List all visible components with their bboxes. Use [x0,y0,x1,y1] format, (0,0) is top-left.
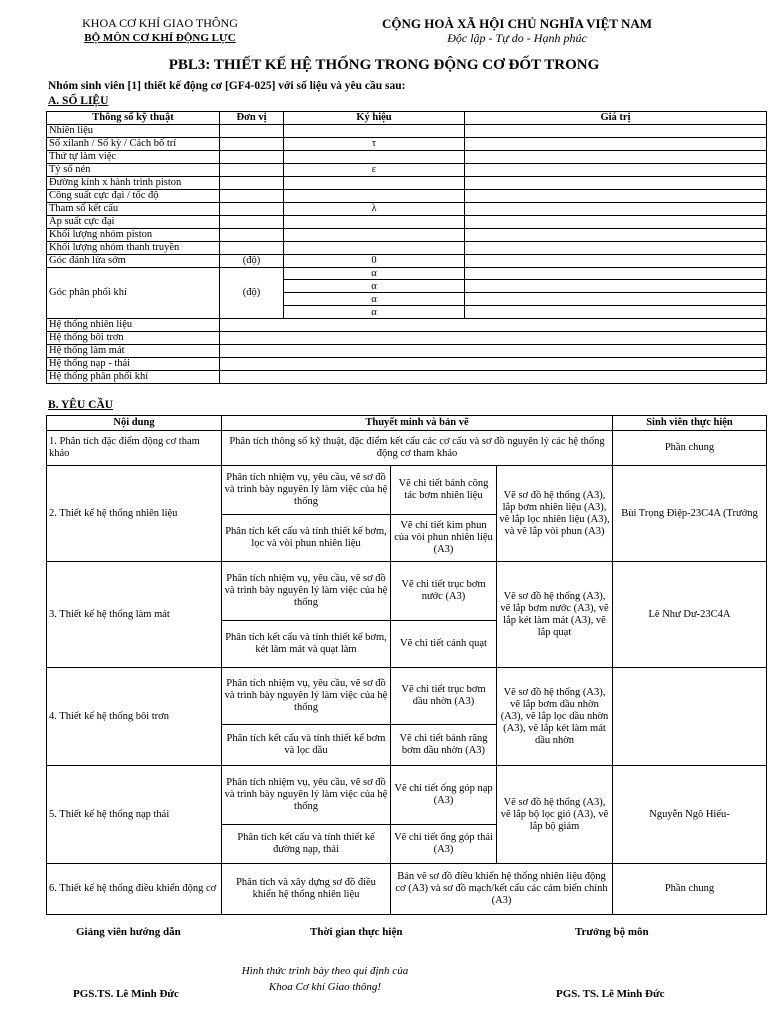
spec-value [465,190,767,203]
system-row [47,332,767,345]
system-row [47,371,767,384]
spec-value [465,293,767,306]
req-content: 6. Thiết kế hệ thống điều khiển động cơ [47,864,222,915]
section-b-heading: B. YÊU CẦU [48,399,114,411]
spec-param: Nhiên liệu [47,125,220,138]
spec-row [47,164,767,177]
note-line-1: Hình thức trình bày theo qui định của [241,965,409,977]
spec-header-row [47,112,767,125]
spec-symbol [284,190,465,203]
spec-value [465,242,767,255]
req-content: 2. Thiết kế hệ thống nhiên liệu [47,466,222,562]
spec-symbol [284,229,465,242]
spec-unit [220,151,284,164]
spec-param: Tỷ số nén [47,164,220,177]
spec-unit: (độ) [220,255,284,268]
req-drawing: Vẽ chi tiết trục bơm nước (A3) [391,562,497,621]
req-drawing: Vẽ chi tiết trục bơm dầu nhờn (A3) [391,668,497,725]
req-analysis: Phân tích nhiệm vụ, yêu cầu, vẽ sơ đồ và trình bày nguyên lý làm việc của hệ thống [222,466,391,515]
req-drawing: Vẽ chi tiết kim phun của vòi phun nhiên liệu (A3) [391,515,497,562]
spec-row [47,229,767,242]
national-header [352,16,682,46]
spec-unit [220,216,284,229]
footer-supervisor-label: Giảng viên hướng dẫn [76,926,181,938]
system-value [220,319,767,332]
document-title: PBL3: THIẾT KẾ HỆ THỐNG TRONG ĐỘNG CƠ ĐỐT TRONG [168,57,600,73]
req-row-1 [47,431,767,466]
spec-symbol [284,151,465,164]
req-row-6 [47,864,767,915]
req-analysis: Phân tích nhiệm vụ, yêu cầu, vẽ sơ đồ và trình bày nguyên lý làm việc của hệ thống [222,766,391,825]
req-student: Nguyễn Ngô Hiếu- [613,766,767,864]
spec-unit [220,138,284,151]
spec-value [465,280,767,293]
requirements-table [46,415,767,915]
req-student: Lê Như Dư-23C4A [613,562,767,668]
spec-symbol: 0 [284,255,465,268]
spec-value [465,203,767,216]
spec-symbol: ε [284,164,465,177]
req-student: Phần chung [613,431,767,466]
department-name: BỘ MÔN CƠ KHÍ ĐỘNG LỰC [84,32,236,44]
spec-row [47,203,767,216]
spec-value [465,125,767,138]
system-value [220,345,767,358]
spec-value [465,306,767,319]
presentation-note [240,963,410,995]
spec-unit [220,203,284,216]
system-name: Hệ thống nhiên liệu [47,319,220,332]
spec-unit [220,229,284,242]
system-row [47,345,767,358]
col-header-description: Thuyết minh và bản vẽ [222,416,613,431]
req-student: Bùi Trọng Điệp-23C4A (Trưởng [613,466,767,562]
req-drawing: Bản vẽ sơ đồ điều khiển hệ thống nhiên liệu động cơ (A3) và sơ đồ mạch/kết cấu các cảm biến chính (A3) [391,864,613,915]
req-analysis: Phân tích và xây dựng sơ đồ điều khiển hệ thống nhiên liệu [222,864,391,915]
col-header-student: Sinh viên thực hiện [613,416,767,431]
spec-symbol: λ [284,203,465,216]
system-value [220,358,767,371]
spec-param: Tham số kết cấu [47,203,220,216]
spec-row [47,151,767,164]
req-content: 1. Phân tích đặc điểm động cơ tham khảo [47,431,222,466]
section-a-heading: A. SỐ LIỆU [48,95,109,107]
system-name: Hệ thống bôi trơn [47,332,220,345]
spec-param: Góc phân phối khí [47,268,220,319]
note-line-2: Khoa Cơ khí Giao thông! [268,981,382,993]
col-header-content: Nội dung [47,416,222,431]
req-analysis: Phân tích kết cấu và tính thiết kế đường nạp, thải [222,825,391,864]
system-value [220,371,767,384]
req-assembly: Vẽ sơ đồ hệ thống (A3), vẽ lắp bộ lọc gió (A3), vẽ lắp bộ giảm [497,766,613,864]
spec-param: Áp suất cực đại [47,216,220,229]
req-analysis: Phân tích kết cấu và tính thiết kế bơm, két làm mát và quạt làm [222,621,391,668]
spec-param: Khối lượng nhóm thanh truyền [47,242,220,255]
head-signature: PGS. TS. Lê Minh Đức [556,988,665,1000]
spec-value [465,268,767,280]
footer-head-label: Trưởng bộ môn [575,926,649,938]
spec-table [46,111,767,384]
spec-row [47,216,767,229]
req-drawing: Vẽ chi tiết cánh quạt [391,621,497,668]
spec-symbol: α [284,306,465,319]
req-header-row [47,416,767,431]
spec-row [47,242,767,255]
req-analysis: Phân tích kết cấu và tính thiết kế bơm và lọc dầu [222,725,391,766]
spec-param: Đường kính x hành trình piston [47,177,220,190]
req-content: 4. Thiết kế hệ thống bôi trơn [47,668,222,766]
faculty-name: KHOA CƠ KHÍ GIAO THÔNG [82,16,238,30]
col-header-unit: Đơn vị [220,112,284,125]
spec-param: Khối lượng nhóm piston [47,229,220,242]
spec-row [47,138,767,151]
req-analysis: Phân tích kết cấu và tính thiết kế bơm, lọc và vòi phun nhiên liệu [222,515,391,562]
req-drawing: Vẽ chi tiết ống góp nạp (A3) [391,766,497,825]
spec-unit [220,242,284,255]
req-student [613,668,767,766]
spec-value [465,177,767,190]
supervisor-signature: PGS.TS. Lê Minh Đức [73,988,179,1000]
spec-symbol [284,177,465,190]
intro-text: Nhóm sinh viên [1] thiết kế động cơ [GF4-025] với số liệu và yêu cầu sau: [48,80,406,92]
national-motto: Độc lập - Tự do - Hạnh phúc [447,31,587,45]
req-assembly: Vẽ sơ đồ hệ thống (A3), vẽ lắp bơm nước (A3), vẽ lắp két làm mát (A3), vẽ lắp quạt [497,562,613,668]
spec-row [47,190,767,203]
req-drawing: Vẽ chi tiết bánh công tác bơm nhiên liệu [391,466,497,515]
req-content: 5. Thiết kế hệ thống nạp thải [47,766,222,864]
req-row-4 [47,668,767,725]
col-header-param: Thông số kỹ thuật [47,112,220,125]
system-name: Hệ thống nạp - thải [47,358,220,371]
spec-symbol: α [284,280,465,293]
spec-value [465,255,767,268]
req-drawing: Vẽ chi tiết bánh răng bơm dầu nhờn (A3) [391,725,497,766]
spec-unit [220,125,284,138]
spec-symbol [284,242,465,255]
system-row [47,358,767,371]
req-content: 3. Thiết kế hệ thống làm mát [47,562,222,668]
req-assembly: Vẽ sơ đồ hệ thống (A3), vẽ lắp bơm dầu nhờn (A3), vẽ lắp lọc dầu nhờn (A3), vẽ lắp két làm mát dầu nhờn [497,668,613,766]
col-header-symbol: Ký hiệu [284,112,465,125]
req-description: Phân tích thông số kỹ thuật, đặc điểm kết cấu các cơ cấu và sơ đồ nguyên lý các hệ thống động cơ tham khảo [222,431,613,466]
spec-symbol [284,125,465,138]
system-row [47,319,767,332]
spec-unit [220,164,284,177]
spec-unit: (độ) [220,268,284,319]
spec-symbol: α [284,293,465,306]
req-drawing: Vẽ chi tiết ống góp thải (A3) [391,825,497,864]
spec-row-valve-timing [47,268,767,280]
req-assembly: Vẽ sơ đồ hệ thống (A3), lắp bơm nhiên liệu (A3), vẽ lắp lọc nhiên liệu (A3), và vẽ lắp vòi phun (A3) [497,466,613,562]
spec-param: Số xilanh / Số kỳ / Cách bố trí [47,138,220,151]
req-analysis: Phân tích nhiệm vụ, yêu cầu, vẽ sơ đồ và trình bày nguyên lý làm việc của hệ thống [222,562,391,621]
national-title: CỘNG HOÀ XÃ HỘI CHỦ NGHĨA VIỆT NAM [381,16,653,31]
req-student: Phần chung [613,864,767,915]
spec-row [47,177,767,190]
req-analysis: Phân tích nhiệm vụ, yêu cầu, vẽ sơ đồ và trình bày nguyên lý làm việc của hệ thống [222,668,391,725]
req-row-5 [47,766,767,825]
spec-value [465,138,767,151]
spec-value [465,229,767,242]
col-header-value: Giá trị [465,112,767,125]
spec-unit [220,177,284,190]
spec-unit [220,190,284,203]
system-value [220,332,767,345]
spec-row [47,255,767,268]
spec-row [47,125,767,138]
faculty-header [60,16,260,46]
spec-symbol: τ [284,138,465,151]
spec-symbol [284,216,465,229]
footer-duration-label: Thời gian thực hiện [310,926,403,938]
spec-value [465,151,767,164]
spec-value [465,164,767,177]
req-row-2 [47,466,767,515]
system-name: Hệ thống làm mát [47,345,220,358]
spec-symbol: α [284,268,465,280]
req-row-3 [47,562,767,621]
system-name: Hệ thống phân phối khí [47,371,220,384]
spec-param: Công suất cực đại / tốc độ [47,190,220,203]
spec-param: Góc đánh lửa sớm [47,255,220,268]
spec-value [465,216,767,229]
spec-param: Thứ tự làm việc [47,151,220,164]
